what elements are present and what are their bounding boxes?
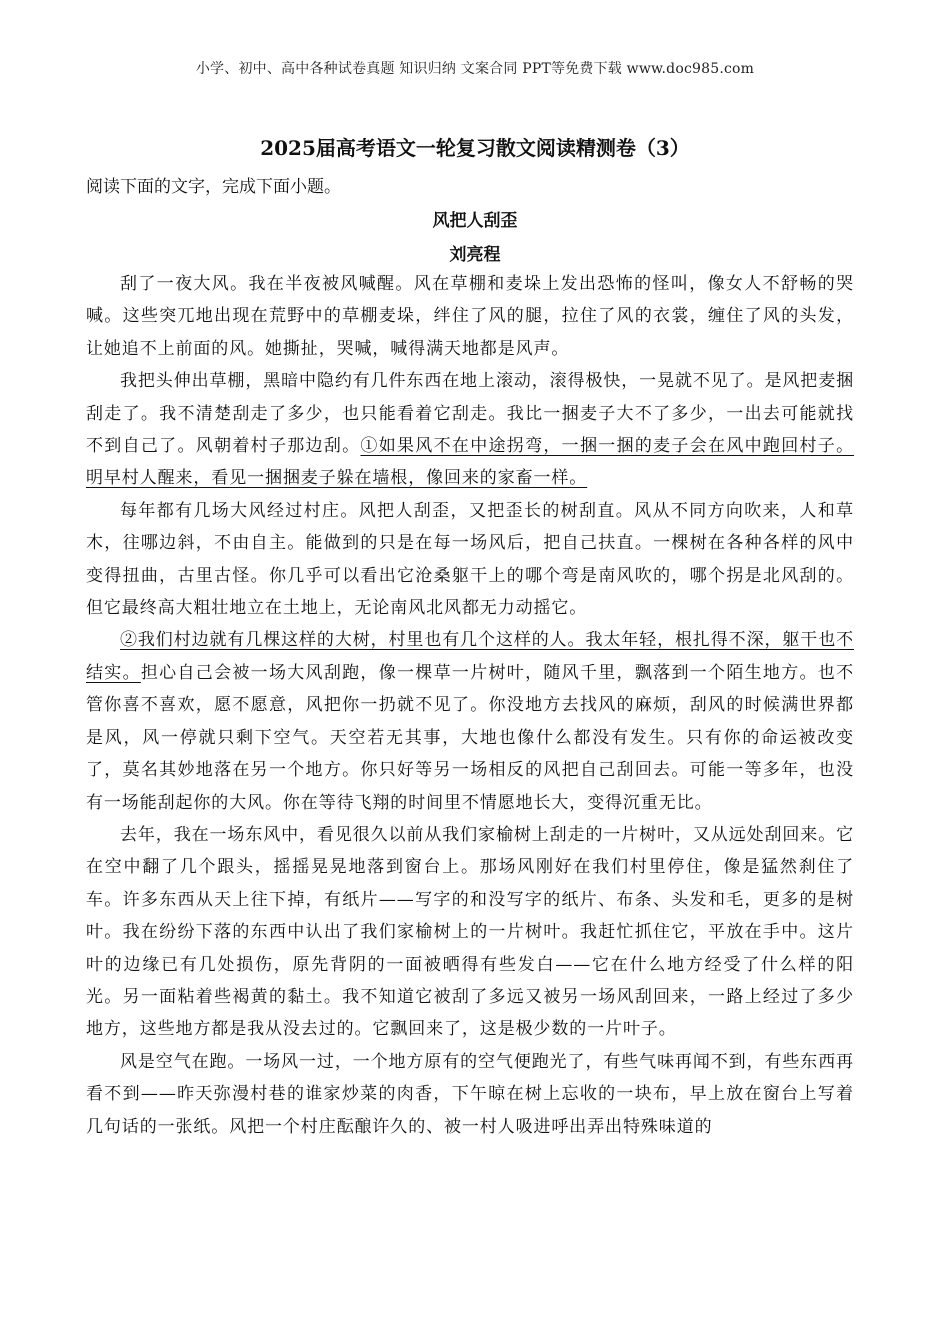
paragraph (86, 495, 854, 625)
reading-instruction: 阅读下面的文字，完成下面小题。 (86, 177, 341, 197)
paragraph (86, 268, 854, 365)
underlined-sentence-2: ②我们村边就有几棵这样的大树，村里也有几个这样的人。我太年轻，根扎得不深，躯干也不结实。 (86, 630, 854, 683)
page-title: 2025届高考语文一轮复习散文阅读精测卷（3） (260, 136, 690, 160)
paragraph-text: 每年都有几场大风经过村庄。风把人刮歪，又把歪长的树刮直。风从不同方向吹来，人和草木，往哪边斜，不由自主。能做到的只是在每一场风后，把自己扶直。一棵树在各种各样的风中变得扭曲，古里古怪。你几乎可以看出它沧桑躯干上的哪个弯是南风吹的，哪个拐是北风刮的。但它最终高大粗壮地立在土地上，无论南风北风都无力动摇它。 (86, 500, 854, 619)
site-banner: 小学、初中、高中各种试卷真题 知识归纳 文案合同 PPT等免费下载 www.doc985.com (195, 61, 755, 77)
paragraph (86, 819, 854, 1046)
paragraph-text: 风是空气在跑。一场风一过，一个地方原有的空气便跑光了，有些气味再闻不到，有些东西再看不到——昨天弥漫村巷的谁家炒菜的肉香，下午晾在树上忘收的一块布，早上放在窗台上写着几句话的一张纸。风把一个村庄酝酿许久的、被一村人吸进呼出弄出特殊味道的 (86, 1051, 854, 1137)
paragraph-text: 我把头伸出草棚，黑暗中隐约有几件东西在地上滚动，滚得极快，一晃就不见了。是风把麦捆刮走了。我不清楚刮走了多少，也只能看着它刮走。我比一捆麦子大不了多少，一出去可能就找不到自己了。风朝着村子那边刮。 (86, 371, 854, 457)
paragraph-text: 担心自己会被一场大风刮跑，像一棵草一片树叶，随风千里，飘落到一个陌生地方。也不管你喜不喜欢，愿不愿意，风把你一扔就不见了。你没地方去找风的麻烦，刮风的时候满世界都是风，风一停就只剩下空气。天空若无其事，大地也像什么都没有发生。只有你的命运被改变了，莫名其妙地落在另一个地方。你只好等另一场相反的风把自己刮回去。可能一等多年，也没有一场能刮起你的大风。你在等待飞翔的时间里不情愿地长大，变得沉重无比。 (86, 662, 854, 813)
paragraph-text: 刮了一夜大风。我在半夜被风喊醒。风在草棚和麦垛上发出恐怖的怪叫，像女人不舒畅的哭喊。这些突兀地出现在荒野中的草棚麦垛，绊住了风的腿，拉住了风的衣裳，缠住了风的头发，让她追不上前面的风。她撕扯，哭喊，喊得满天地都是风声。 (86, 274, 854, 359)
paragraph (86, 1046, 854, 1143)
article-author: 刘亮程 (449, 245, 501, 265)
article-body (86, 268, 854, 1143)
paragraph-text: 去年，我在一场东风中，看见很久以前从我们家榆树上刮走的一片树叶，又从远处刮回来。它在空中翻了几个跟头，摇摇晃晃地落到窗台上。那场风刚好在我们村里停住，像是猛然刹住了车。许多东西从天上往下掉，有纸片——写字的和没写字的纸片、布条、头发和毛，更多的是树叶。我在纷纷下落的东西中认出了我们家榆树上的一片树叶。我赶忙抓住它，平放在手中。这片叶的边缘已有几处损伤，原先背阴的一面被晒得有些发白——它在什么地方经受了什么样的阳光。另一面粘着些褐黄的黏土。我不知道它被刮了多远又被另一场风刮回来，一路上经过了多少地方，这些地方都是我从没去过的。它飘回来了，这是极少数的一片叶子。 (86, 824, 854, 1040)
underlined-sentence-1: ①如果风不在中途拐弯，一捆一捆的麦子会在风中跑回村子。明早村人醒来，看见一捆捆麦子躲在墙根，像回来的家畜一样。 (86, 436, 854, 489)
article-title: 风把人刮歪 (432, 211, 518, 231)
paragraph (86, 624, 854, 818)
paragraph (86, 365, 854, 495)
